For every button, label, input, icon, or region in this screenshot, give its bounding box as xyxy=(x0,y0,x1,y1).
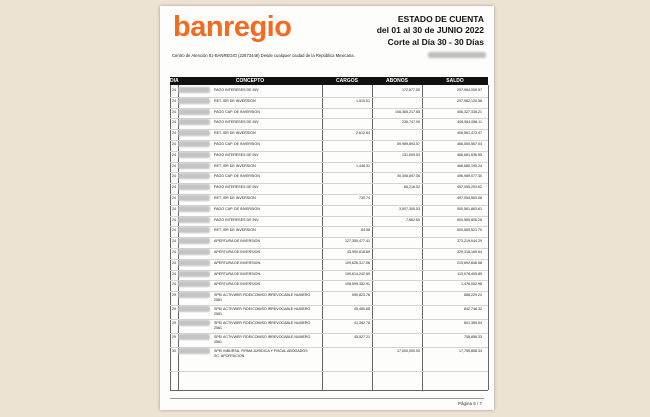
row-saldo: 801,385.54 xyxy=(464,321,482,326)
row-dia: 30 xyxy=(172,349,176,354)
row-cargos: 43,900,618.69 xyxy=(347,250,370,254)
customer-service-line: Centro de Atención 81-BANREGIO (22673446) Desde cualquier ciudad de la República Mexicana. xyxy=(172,53,355,58)
row-concepto: PAGO CAP. DE INVERSION xyxy=(214,109,260,114)
row-dia: 24 xyxy=(172,163,176,168)
row-concepto: PAGO CAP. DE INVERSION xyxy=(214,206,260,211)
row-dia: 24 xyxy=(172,174,176,179)
row-dia: 24 xyxy=(172,260,176,265)
row-dia: 24 xyxy=(172,109,176,114)
row-dia: 24 xyxy=(172,206,176,211)
row-concepto: PAGO INTERESES DE INV. xyxy=(214,120,260,125)
row-concepto: RET. ISR DE INVERSION xyxy=(214,228,256,233)
row-abonos: 17,000,000.00 xyxy=(397,349,420,354)
row-saldo: 497,055,293.62 xyxy=(457,185,482,190)
row-saldo: 373,219,044.29 xyxy=(457,239,482,244)
row-saldo: 110,078,405.89 xyxy=(457,271,482,276)
row-cargos: 84.56 xyxy=(361,228,370,233)
row-saldo: 755,858.33 xyxy=(464,335,482,340)
row-saldo: 466,550,567.04 xyxy=(457,142,482,146)
redacted-reference xyxy=(178,98,210,104)
row-cargos: 45,527.21 xyxy=(354,335,370,340)
statement-period: del 01 al 30 de JUNIO 2022 xyxy=(376,25,484,35)
row-dia: 24 xyxy=(172,217,176,222)
statement-cutoff: Corte al Día 30 - 30 Días xyxy=(387,37,484,47)
row-abonos: 131,609.53 xyxy=(402,152,420,157)
redacted-reference xyxy=(178,206,210,212)
row-cargos: 1,446.31 xyxy=(356,163,370,168)
table-bottom-rule xyxy=(170,390,488,391)
row-cargos: 1,519.01 xyxy=(356,98,370,103)
row-concepto: APERTURA DE INVERSION xyxy=(214,271,261,276)
row-concepto: SPEI ACTIVWER FIDEICOMISO IRREVOCABLE NUMERO 2581 xyxy=(214,293,311,302)
row-abonos: 3,507,300.53 xyxy=(399,206,420,211)
row-saldo: 297,962,120.56 xyxy=(457,98,482,103)
row-concepto: PAGO CAP. DE INVERSION xyxy=(214,142,260,146)
banregio-logo: banregio xyxy=(173,11,292,43)
redacted-reference xyxy=(178,152,210,158)
row-saldo: 496,989,077.30 xyxy=(457,174,482,179)
row-dia: 29 xyxy=(172,321,176,326)
row-saldo: 466,681,636.55 xyxy=(457,152,482,157)
row-abonos: 236,747.90 xyxy=(402,120,420,125)
redacted-reference xyxy=(178,130,210,136)
row-abonos: 66,218.52 xyxy=(404,185,420,190)
row-saldo: 406,564,086.11 xyxy=(457,120,482,125)
row-saldo: 406,561,473.47 xyxy=(457,131,482,136)
row-saldo: 297,964,009.57 xyxy=(457,88,482,92)
row-saldo: 406,327,338.21 xyxy=(457,109,482,114)
row-cargos: 41,362.78 xyxy=(354,321,370,326)
row-concepto: PAGO INTERESES DE INV. xyxy=(214,152,260,157)
redacted-reference xyxy=(178,320,210,326)
row-saldo: 888,229.22 xyxy=(464,293,482,298)
row-dia: 24 xyxy=(172,282,176,287)
header-concepto: CONCEPTO xyxy=(235,78,265,84)
statement-page xyxy=(160,6,494,410)
row-concepto: SPEI ACTIVWER FIDEICOMISO IRREVOCABLE NUMERO 2581 xyxy=(214,335,311,344)
redacted-reference xyxy=(178,163,210,169)
col-divider xyxy=(488,85,489,390)
row-dia: 24 xyxy=(172,228,176,233)
row-cargos: 109,614,242.69 xyxy=(345,271,370,276)
redacted-reference xyxy=(178,227,210,233)
redacted-reference xyxy=(178,334,210,340)
row-dia: 29 xyxy=(172,293,176,298)
row-dia: 24 xyxy=(172,250,176,254)
row-cargos: 730.74 xyxy=(359,196,370,200)
row-dia: 24 xyxy=(172,185,176,190)
row-dia: 24 xyxy=(172,152,176,157)
row-saldo: 329,318,165.64 xyxy=(457,250,482,254)
row-cargos: 127,350,477.41 xyxy=(345,239,370,244)
row-abonos: 172,677.50 xyxy=(402,88,420,92)
redacted-reference xyxy=(178,184,210,190)
row-abonos: 7,662.65 xyxy=(406,217,420,222)
row-saldo: 219,692,848.58 xyxy=(457,260,482,265)
row-concepto: SPEI ACTIVWER FIDEICOMISO IRREVOCABLE NUMERO 2581 xyxy=(214,321,311,330)
row-saldo: 497,054,563.08 xyxy=(457,196,482,200)
row-concepto: PAGO CAP. DE INVERSION xyxy=(214,174,260,179)
table-row xyxy=(170,305,488,320)
row-concepto: APERTURA DE INVERSION xyxy=(214,260,261,265)
row-abonos: 30,308,897.06 xyxy=(397,174,420,179)
row-concepto: APERTURA DE INVERSION xyxy=(214,282,261,287)
row-cargos: 45,480.68 xyxy=(354,307,370,312)
table-row xyxy=(170,291,488,306)
row-saldo: 500,569,806.26 xyxy=(457,217,482,222)
row-dia: 24 xyxy=(172,142,176,146)
footer-rule xyxy=(170,398,484,399)
row-dia: 24 xyxy=(172,271,176,276)
row-cargos: 2,612.64 xyxy=(356,131,370,136)
statement-title: ESTADO DE CUENTA xyxy=(397,14,484,24)
table-row xyxy=(170,319,488,334)
redacted-reference xyxy=(178,306,210,312)
redacted-reference xyxy=(178,87,210,93)
redacted-reference xyxy=(178,260,210,266)
row-saldo: 842,748.32 xyxy=(464,307,482,312)
row-saldo: 466,680,190.24 xyxy=(457,163,482,168)
table-header xyxy=(170,77,488,85)
header-abonos: ABONOS xyxy=(386,78,408,84)
redacted-reference xyxy=(178,249,210,255)
row-saldo: 17,755,858.33 xyxy=(459,349,482,354)
row-concepto: PAGO INTERESES DE INV. xyxy=(214,217,260,222)
page-number: Página 5 / 7 xyxy=(457,401,482,406)
redacted-reference xyxy=(178,173,210,179)
row-dia: 24 xyxy=(172,239,176,244)
row-dia: 24 xyxy=(172,196,176,200)
row-concepto: RET. ISR DE INVERSION xyxy=(214,196,256,200)
row-saldo: 500,561,863.61 xyxy=(457,206,482,211)
row-dia: 24 xyxy=(172,88,176,92)
row-dia: 24 xyxy=(172,131,176,136)
redacted-reference xyxy=(178,141,210,147)
redacted-reference xyxy=(178,348,210,354)
row-dia: 24 xyxy=(172,120,176,125)
redacted-reference xyxy=(178,119,210,125)
row-saldo: 1,478,052.98 xyxy=(461,282,482,287)
row-concepto: RET. ISR DE INVERSION xyxy=(214,163,256,168)
row-saldo: 500,569,521.70 xyxy=(457,228,482,233)
header-cargos: CARGOS xyxy=(336,78,358,84)
row-cargos: 590,823.76 xyxy=(352,293,370,298)
redacted-account xyxy=(428,52,486,58)
redacted-reference xyxy=(178,281,210,287)
redacted-reference xyxy=(178,195,210,201)
row-concepto: RET. ISR DE INVERSION xyxy=(214,131,256,136)
row-concepto: APERTURA DE INVERSION xyxy=(214,239,261,244)
redacted-reference xyxy=(178,238,210,244)
redacted-reference xyxy=(178,217,210,223)
redacted-reference xyxy=(178,292,210,298)
header-saldo: SALDO xyxy=(446,78,464,84)
row-dia: 29 xyxy=(172,307,176,312)
row-dia: 29 xyxy=(172,335,176,340)
row-concepto: APERTURA DE INVERSION xyxy=(214,250,261,254)
row-abonos: 59,989,893.57 xyxy=(397,142,420,146)
header-dia: DIA xyxy=(170,78,179,84)
row-concepto: SPEI INBURSA, FIRMA JURIDICA Y FISCAL ABOGADOS SC. APORTACION xyxy=(214,349,308,358)
row-concepto: RET. ISR DE INVERSION xyxy=(214,98,256,103)
row-concepto: PAGO INTERESES DE INV. xyxy=(214,88,260,92)
redacted-reference xyxy=(178,271,210,277)
row-cargos: 109,626,317.06 xyxy=(345,260,370,265)
row-abonos: 108,365,217.65 xyxy=(395,109,420,114)
table-row xyxy=(170,333,488,348)
row-concepto: PAGO INTERESES DE INV. xyxy=(214,185,260,190)
redacted-reference xyxy=(178,109,210,115)
row-cargos: 108,599,352.91 xyxy=(345,282,370,287)
table-row xyxy=(170,347,488,372)
row-dia: 24 xyxy=(172,98,176,103)
row-concepto: SPEI ACTIVWER FIDEICOMISO IRREVOCABLE NUMERO 2581 xyxy=(214,307,311,316)
